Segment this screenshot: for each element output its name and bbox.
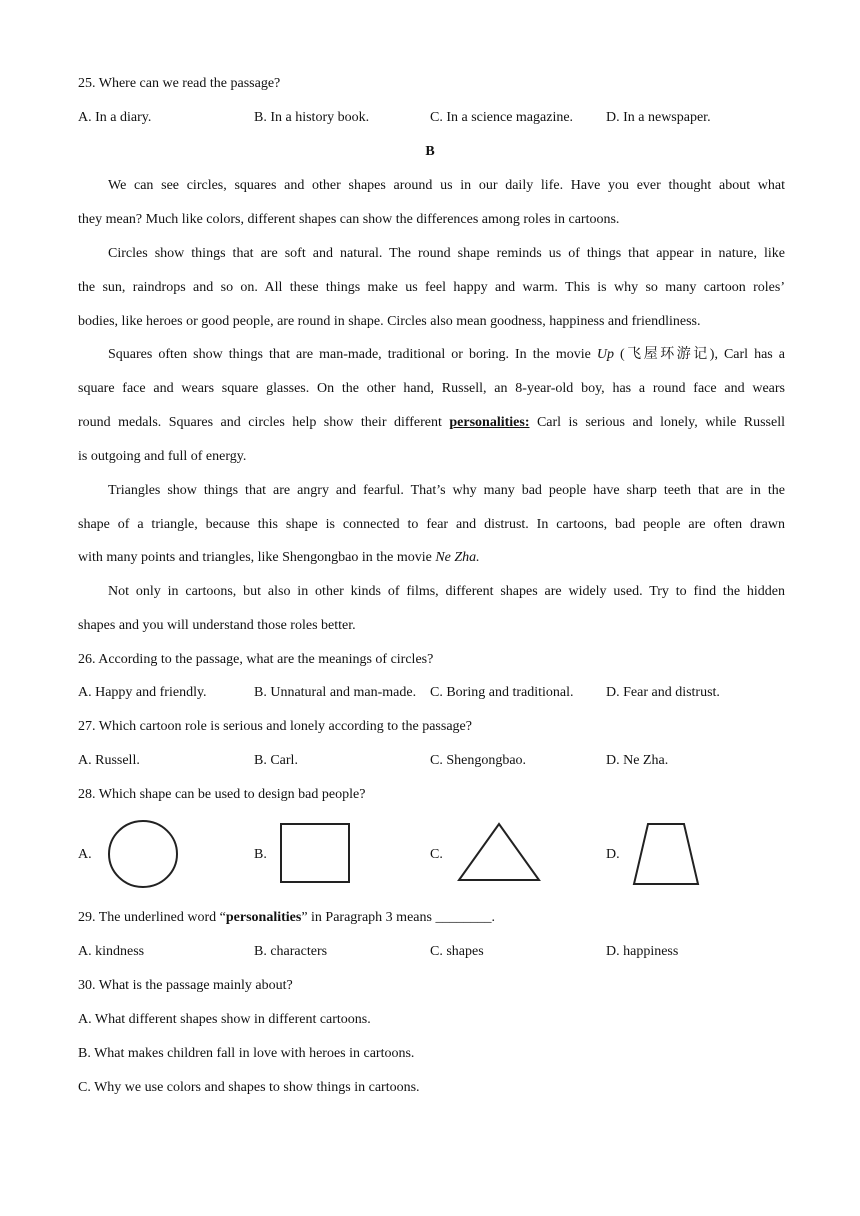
q26-options — [78, 684, 785, 702]
p4-text-a: with many points and triangles, like Shengongbao in the movie — [78, 550, 436, 565]
q30-option-b: B. What makes children fall in love with heroes in cartoons. — [78, 1046, 415, 1061]
passage-p3-line-3 — [78, 414, 785, 432]
movie-title-up: Up — [596, 347, 614, 362]
trapezoid-shape-icon — [630, 814, 704, 894]
q29-keyword: personalities — [225, 910, 302, 925]
q27-option-a: A. Russell. — [78, 753, 140, 768]
q28-option-b — [254, 814, 364, 894]
p3-text-d: Carl is serious and lonely, while Russell — [529, 415, 785, 430]
section-title: B — [425, 144, 435, 159]
q28-option-b-label: B. — [254, 847, 267, 862]
q25-option-b: B. In a history book. — [254, 110, 370, 125]
q25-option-a: A. In a diary. — [78, 110, 152, 125]
p3-text-a: Squares often show things that are man-made, traditional or boring. In the movie — [108, 347, 597, 362]
q29-option-b: B. characters — [254, 944, 328, 959]
q29-option-c: C. shapes — [430, 944, 484, 959]
q28-question: 28. Which shape can be used to design bad people? — [78, 787, 366, 802]
q29-option-d: D. happiness — [606, 944, 679, 959]
p3-text-b: (飞屋环游记), Carl has a — [613, 347, 785, 362]
passage-p1-line-1: We can see circles, squares and other shapes around us in our daily life. Have you ever thought about what — [108, 178, 785, 193]
passage-p4-line-1: Triangles show things that are angry and fearful. That’s why many bad people have sharp teeth that are in the — [108, 483, 785, 498]
q28-option-d — [606, 814, 716, 894]
q26-option-d: D. Fear and distrust. — [606, 685, 720, 700]
q29-question — [78, 909, 495, 927]
circle-shape-icon — [106, 814, 180, 894]
q28-option-d-label: D. — [606, 847, 620, 862]
passage-p5-line-1: Not only in cartoons, but also in other kinds of films, different shapes are widely used. Try to find the hidden — [108, 584, 785, 599]
passage-p2-line-2: the sun, raindrops and so on. All these things make us feel happy and warm. This is why so many cartoon roles’ — [78, 280, 785, 295]
q27-option-d: D. Ne Zha. — [606, 753, 669, 768]
q29-options — [78, 943, 785, 961]
q28-option-c-label: C. — [430, 847, 443, 862]
passage-p3-line-4: is outgoing and full of energy. — [78, 449, 247, 464]
q27-option-c: C. Shengongbao. — [430, 753, 527, 768]
underlined-word-personalities: personalities: — [449, 415, 530, 430]
q27-question: 27. Which cartoon role is serious and lonely according to the passage? — [78, 719, 472, 734]
q26-question: 26. According to the passage, what are the meanings of circles? — [78, 652, 434, 667]
q26-option-c: C. Boring and traditional. — [430, 685, 574, 700]
q25-options — [78, 109, 785, 127]
q28-option-a — [78, 814, 188, 894]
q30-option-a: A. What different shapes show in different cartoons. — [78, 1012, 371, 1027]
passage-p3-line-2: square face and wears square glasses. On the other hand, Russell, an 8-year-old boy, has a round face and wears — [78, 381, 785, 396]
passage-p4-line-3 — [78, 549, 480, 567]
q25-option-c: C. In a science magazine. — [430, 110, 574, 125]
q30-question: 30. What is the passage mainly about? — [78, 978, 293, 993]
q27-option-b: B. Carl. — [254, 753, 298, 768]
square-shape-icon — [278, 814, 352, 894]
q25-option-d: D. In a newspaper. — [606, 110, 711, 125]
q28-option-c — [430, 814, 550, 894]
movie-title-ne-zha: Ne Zha. — [435, 550, 480, 565]
q29-text-a: 29. The underlined word “ — [78, 910, 226, 925]
passage-p5-line-2: shapes and you will understand those roles better. — [78, 618, 356, 633]
q25-question: 25. Where can we read the passage? — [78, 76, 281, 91]
passage-p1-line-2: they mean? Much like colors, different shapes can show the differences among roles in cartoons. — [78, 212, 620, 227]
passage-p4-line-2: shape of a triangle, because this shape is connected to fear and distrust. In cartoons, bad people are often drawn — [78, 517, 785, 532]
passage-p2-line-3: bodies, like heroes or good people, are round in shape. Circles also mean goodness, happiness and friendliness. — [78, 314, 701, 329]
passage-p3-line-1 — [108, 346, 785, 364]
q29-option-a: A. kindness — [78, 944, 145, 959]
q29-text-b: ” in Paragraph 3 means ________. — [301, 910, 495, 925]
q30-option-c: C. Why we use colors and shapes to show things in cartoons. — [78, 1080, 420, 1095]
triangle-shape-icon — [456, 814, 544, 894]
q26-option-b: B. Unnatural and man-made. — [254, 685, 417, 700]
p3-text-c: round medals. Squares and circles help show their different — [78, 415, 450, 430]
q27-options — [78, 752, 785, 770]
passage-p2-line-1: Circles show things that are soft and natural. The round shape reminds us of things that appear in nature, like — [108, 246, 785, 261]
q28-option-a-label: A. — [78, 847, 92, 862]
q26-option-a: A. Happy and friendly. — [78, 685, 207, 700]
